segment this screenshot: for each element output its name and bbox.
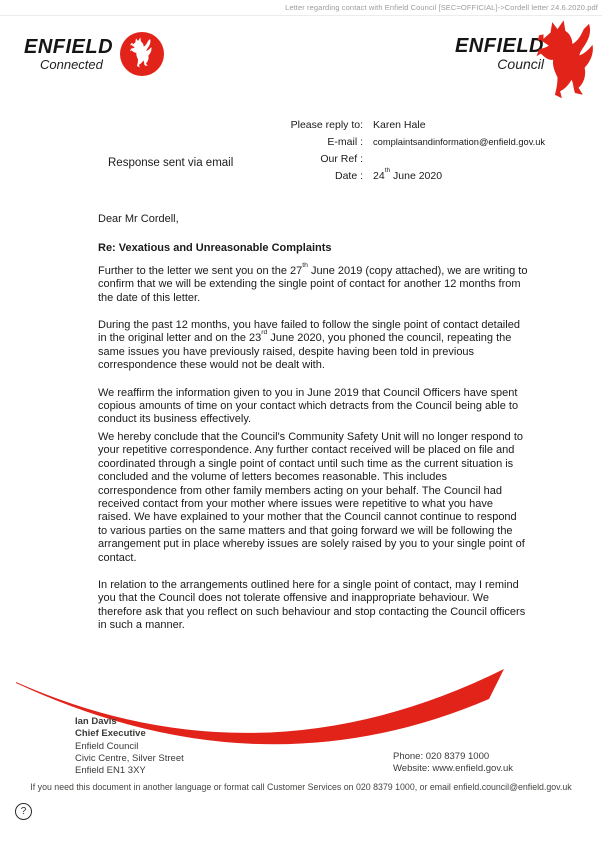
date-label: Date : bbox=[334, 170, 363, 182]
enfield-beast-icon bbox=[536, 16, 600, 105]
meta-row-reply-to bbox=[250, 119, 595, 136]
logo-left-title: ENFIELD bbox=[24, 36, 114, 58]
address-line: Civic Centre, Silver Street bbox=[75, 752, 184, 764]
red-circle-badge bbox=[120, 32, 164, 76]
enfield-council-logo bbox=[427, 16, 602, 104]
signature-block bbox=[75, 716, 184, 777]
address-line: Enfield EN1 3XY bbox=[75, 765, 146, 777]
enfield-connected-logo bbox=[24, 32, 164, 76]
contact-block bbox=[393, 751, 513, 776]
date-value: 24th June 2020 bbox=[373, 167, 443, 182]
reply-to-value: Karen Hale bbox=[373, 119, 426, 131]
logo-right-title: ENFIELD bbox=[454, 35, 544, 57]
help-glyph: ? bbox=[20, 806, 27, 817]
meta-row-date bbox=[250, 167, 595, 187]
lion-icon bbox=[130, 36, 154, 73]
letter-paragraph: In relation to the arrangements outlined here for a single point of contact, may I remind you that the Council does not tolerate offensive and inappropriate behaviour. We therefore ask that you reflect on such behaviour and stop contacting the Council officers in such a manner. bbox=[98, 578, 526, 632]
our-ref-label: Our Ref : bbox=[320, 153, 363, 165]
reply-to-label: Please reply to: bbox=[290, 119, 363, 131]
letter-body bbox=[98, 213, 528, 647]
subject-line: Re: Vexatious and Unreasonable Complaints bbox=[98, 242, 332, 255]
email-label: E-mail : bbox=[327, 136, 363, 148]
address-line: Enfield Council bbox=[75, 740, 139, 752]
document-filename: Letter regarding contact with Enfield Council [SEC=OFFICIAL]->Cordell letter 24.6.2020.pdf bbox=[285, 3, 598, 12]
letter-paragraph: During the past 12 months, you have failed to follow the single point of contact detailed in the original letter and on the 23rd June 2020, you phoned the council, repeating the same issues you have previously raised, despite having been told in previous correspondence these would not be dealt with. bbox=[98, 319, 520, 372]
letter-paragraph: We reaffirm the information given to you in June 2019 that Council Officers have spent copious amounts of time on your contact which detracts from the Council being able to conduct its business effectively. bbox=[98, 386, 519, 426]
letter-paragraph: We hereby conclude that the Council's Community Safety Unit will no longer respond to your repetitive correspondence. Any further contact received will be placed on file and coordinated through a single point of contact until such time as the current situation is concluded and the volume of letters becomes reasonable. This includes correspondence from other family members acting on your behalf. The Council had received contact from your mother where issues were repetitive to what you have raised. We have explained to your mother that the Council cannot continue to respond to various parties on the same matters and that going forward we will be following the arrangement put in place whereby issues are solely raised by you to your single point of contact. bbox=[98, 430, 525, 564]
meta-row-email bbox=[250, 136, 595, 153]
signatory-title: Chief Executive bbox=[75, 728, 146, 740]
salutation: Dear Mr Cordell, bbox=[98, 213, 179, 225]
website-line: Website: www.enfield.gov.uk bbox=[393, 763, 514, 775]
email-value: complaintsandinformation@enfield.gov.uk bbox=[373, 137, 546, 147]
help-icon[interactable] bbox=[15, 803, 32, 820]
logo-right-subtitle: Council bbox=[497, 56, 544, 72]
language-notice: If you need this document in another language or format call Customer Services on 020 8379 1000, or email enfield.council@enfield.gov.uk bbox=[30, 782, 572, 792]
meta-row-ref bbox=[250, 153, 595, 170]
phone-line: Phone: 020 8379 1000 bbox=[393, 751, 490, 762]
signatory-name: Ian Davis bbox=[75, 716, 117, 727]
logo-left-subtitle: Connected bbox=[40, 57, 103, 72]
reply-meta bbox=[250, 119, 595, 187]
letter-paragraph: Further to the letter we sent you on the 27th June 2019 (copy attached), we are writing to confirm that we will be extending the single point of contact for another 12 months from the date of this letter. bbox=[98, 261, 528, 304]
response-annotation: Response sent via email bbox=[108, 157, 234, 169]
